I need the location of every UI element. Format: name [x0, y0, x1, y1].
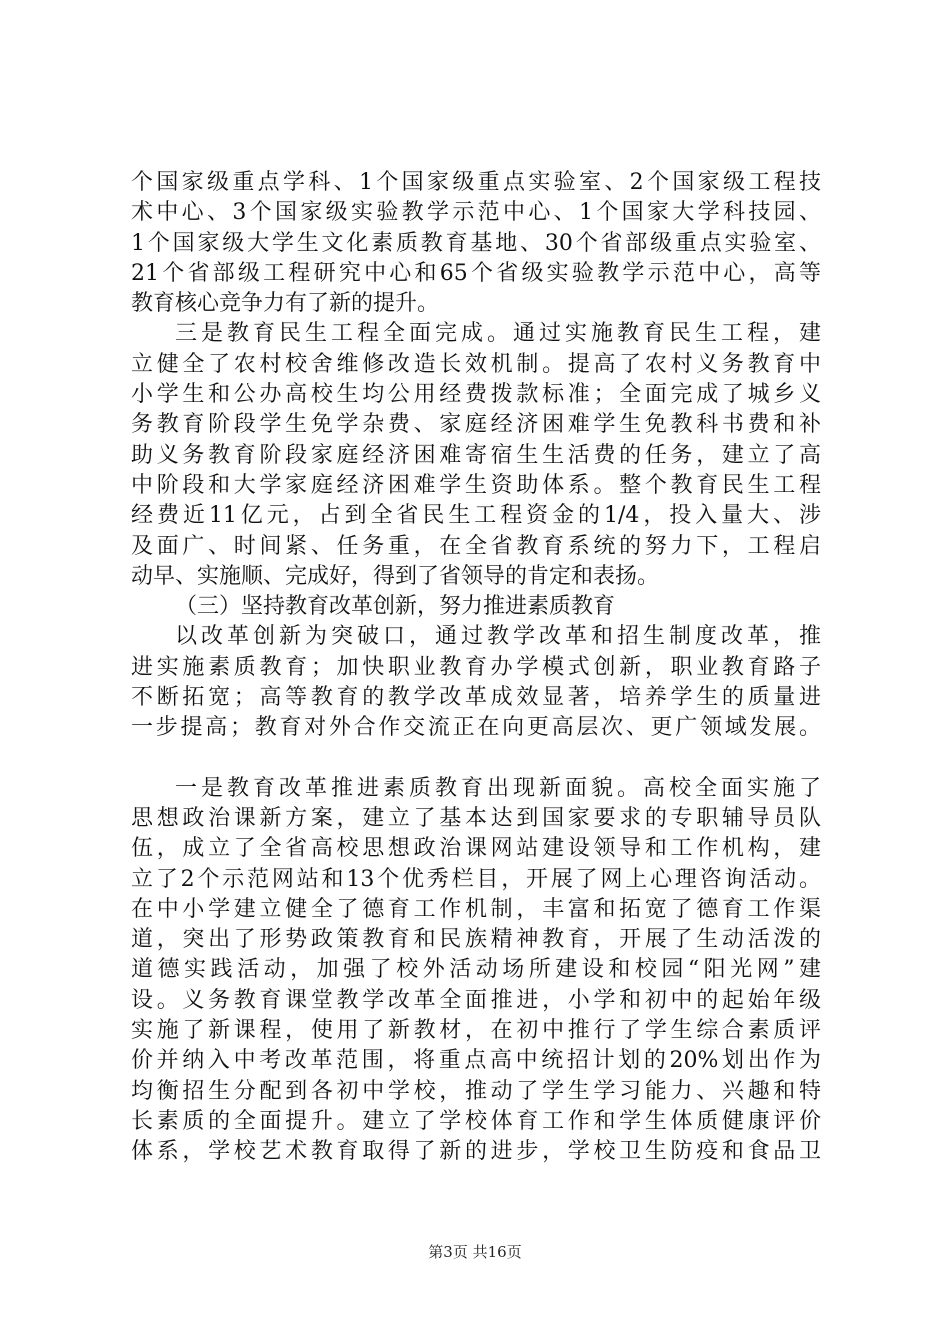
text-line: 思想政治课新方案，建立了基本达到国家要求的专职辅导员队	[131, 805, 821, 831]
text-line: 伍，成立了全省高校思想政治课网站建设领导和工作机构，建	[131, 836, 821, 862]
paragraph-first-line: 三是教育民生工程全面完成。通过实施教育民生工程，建	[175, 321, 821, 347]
text-line: 价并纳入中考改革范围，将重点高中统招计划的20%划出作为	[131, 1048, 821, 1074]
text-line: 小学生和公办高校生均公用经费拨款标准；全面完成了城乡义	[131, 382, 821, 408]
text-line: 立健全了农村校舍维修改造长效机制。提高了农村义务教育中	[131, 351, 821, 377]
text-line: 中阶段和大学家庭经济困难学生资助体系。整个教育民生工程	[131, 472, 821, 498]
text-line: 助义务教育阶段家庭经济困难寄宿生生活费的任务，建立了高	[131, 442, 821, 468]
text-line: 务教育阶段学生免学杂费、家庭经济困难学生免教科书费和补	[131, 412, 821, 438]
page-number-footer: 第3页 共16页	[428, 1243, 522, 1261]
text-line: 及面广、时间紧、任务重，在全省教育系统的努力下，工程启	[131, 533, 821, 559]
text-line: 动早、实施顺、完成好，得到了省领导的肯定和表扬。	[131, 563, 660, 589]
text-line: 1个国家级大学生文化素质教育基地、30个省部级重点实验室、	[131, 230, 821, 256]
text-line: 道，突出了形势政策教育和民族精神教育，开展了生动活泼的	[131, 927, 821, 953]
text-line: 体系，学校艺术教育取得了新的进步，学校卫生防疫和食品卫	[131, 1139, 821, 1165]
text-line: 道德实践活动，加强了校外活动场所建设和校园“阳光网”建	[131, 957, 821, 983]
text-line: 术中心、3个国家级实验教学示范中心、1个国家大学科技园、	[131, 200, 821, 226]
paragraph-gap	[131, 744, 821, 774]
text-line: 均衡招生分配到各初中学校，推动了学生学习能力、兴趣和特	[131, 1078, 821, 1104]
text-line: 实施了新课程，使用了新教材，在初中推行了学生综合素质评	[131, 1018, 821, 1044]
text-line: 设。义务教育课堂教学改革全面推进，小学和初中的起始年级	[131, 987, 821, 1013]
text-line: 进实施素质教育；加快职业教育办学模式创新，职业教育路子	[131, 654, 821, 680]
text-line: 立了2个示范网站和13个优秀栏目，开展了网上心理咨询活动。	[131, 866, 821, 892]
text-line: 个国家级重点学科、1个国家级重点实验室、2个国家级工程技	[131, 170, 821, 195]
text-line: 长素质的全面提升。建立了学校体育工作和学生体质健康评价	[131, 1108, 821, 1134]
text-line: 不断拓宽；高等教育的教学改革成效显著，培养学生的质量进	[131, 685, 821, 711]
paragraph-first-line: 一是教育改革推进素质教育出现新面貌。高校全面实施了	[175, 775, 821, 801]
document-body	[131, 168, 821, 1168]
paragraph-first-line: 以改革创新为突破口，通过教学改革和招生制度改革，推	[175, 624, 821, 650]
text-line: 经费近11亿元，占到全省民生工程资金的1/4，投入量大、涉	[131, 503, 821, 529]
text-line: 21个省部级工程研究中心和65个省级实验教学示范中心，高等	[131, 260, 821, 286]
text-line: 一步提高；教育对外合作交流正在向更高层次、更广领域发展。	[131, 715, 821, 741]
section-heading: （三）坚持教育改革创新，努力推进素质教育	[175, 594, 616, 620]
text-line: 教育核心竞争力有了新的提升。	[131, 291, 440, 317]
text-line: 在中小学建立健全了德育工作机制，丰富和拓宽了德育工作渠	[131, 896, 821, 922]
